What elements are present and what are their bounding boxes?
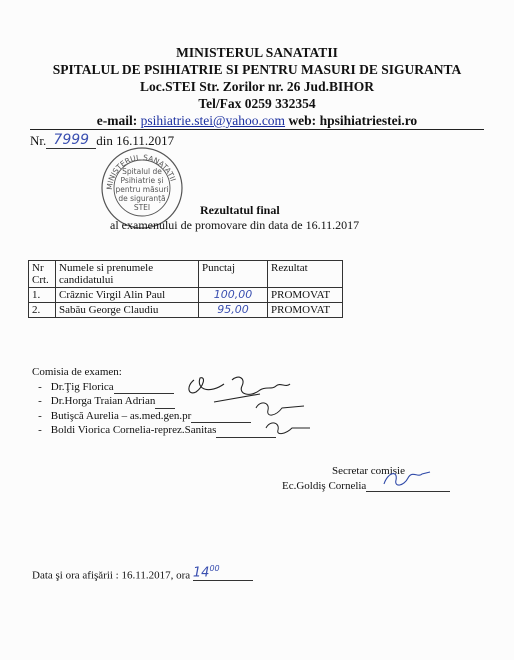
display-minutes: 00 [209, 564, 220, 573]
member-name: Dr.Horga Traian Adrian [50, 395, 156, 407]
result-title: Rezultatul final [200, 203, 280, 217]
web-label: web: [285, 113, 320, 128]
result-subtitle: al examenului de promovare din data de 16.11.2017 [110, 218, 360, 232]
member-name: Boldi Viorica Cornelia-reprez.Sanitas [50, 424, 217, 436]
table-row [29, 288, 343, 303]
email-link[interactable]: psihiatrie.stei@yahoo.com [140, 113, 286, 128]
stamp-line: pentru măsuri [115, 185, 169, 194]
row-result: PROMOVAT [268, 288, 343, 303]
hospital-address: Loc.STEI Str. Zorilor nr. 26 Jud.BIHOR [140, 79, 374, 94]
commission-title: Comisia de examen: [32, 366, 122, 378]
row-score: 100,00 [199, 288, 268, 303]
hospital-phone: Tel/Fax 0259 332354 [198, 96, 316, 111]
row-nr: 2. [29, 303, 56, 318]
row-score: 95,00 [199, 303, 268, 318]
col-header-name: Numele si prenumele candidatului [56, 261, 199, 288]
table-header-row [29, 261, 343, 288]
commission-member: - Butişcă Aurelia – as.med.gen.pr [32, 409, 276, 424]
nr-value: 7999 [46, 132, 96, 149]
commission-member: - Dr.Horga Traian Adrian [32, 394, 276, 409]
col-header-result: Rezultat [268, 261, 343, 288]
web-address: hpsihiatriestei.ro [319, 113, 418, 128]
row-name: Sabău George Claudiu [56, 303, 199, 318]
row-result: PROMOVAT [268, 303, 343, 318]
secretary-signature [378, 464, 438, 494]
commission-member: - Boldi Viorica Cornelia-reprez.Sanitas [32, 423, 276, 438]
commission-signatures [180, 372, 330, 442]
ministry-title: MINISTERUL SANATATII [176, 45, 338, 60]
commission-member: - Dr.Ţig Florica [32, 380, 276, 395]
display-time [193, 564, 253, 581]
member-name: Butişcă Aurelia – as.med.gen.pr [50, 409, 192, 422]
col-header-score: Punctaj [199, 261, 268, 288]
display-label: Data şi ora afişării : 16.11.2017, ora [32, 569, 191, 582]
secretary-role: Secretar comisie [332, 465, 405, 477]
stamp-ring-text: MINISTERUL SANATATII [104, 152, 178, 191]
display-datetime [32, 564, 253, 581]
nr-label: Nr. [30, 133, 47, 148]
contact-line [0, 112, 514, 129]
stamp-line: de siguranță [118, 194, 166, 203]
results-table [28, 260, 343, 318]
stamp-line: Spitalul de [122, 167, 162, 176]
table-row [29, 303, 343, 318]
row-name: Crâznic Virgil Alin Paul [56, 288, 199, 303]
registration-date: din 16.11.2017 [96, 133, 175, 148]
header-divider [30, 129, 484, 130]
stamp-line: Psihiatrie și [120, 176, 164, 185]
secretary-name: Ec.Goldiş Cornelia [282, 480, 367, 492]
stamp-line: STEI [133, 203, 151, 212]
display-hour: 14 [192, 565, 210, 581]
email-label: e-mail: [96, 113, 141, 128]
hospital-name: SPITALUL DE PSIHIATRIE SI PENTRU MASURI DE SIGURANTA [52, 62, 462, 77]
row-nr: 1. [29, 288, 56, 303]
member-name: Dr.Ţig Florica [50, 380, 114, 393]
col-header-nr: Nr Crt. [29, 261, 56, 288]
